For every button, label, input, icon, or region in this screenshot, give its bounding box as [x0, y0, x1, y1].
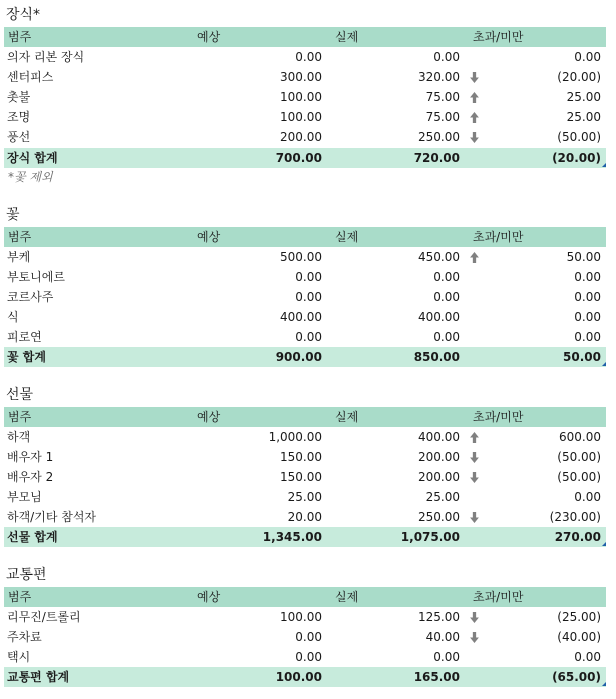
header-actual: 실제	[335, 410, 359, 424]
category-cell[interactable]: 부케	[7, 250, 31, 264]
header-variance: 초과/미만	[473, 590, 524, 604]
actual-cell[interactable]: 250.00	[418, 130, 460, 144]
category-cell[interactable]: 배우자 2	[7, 470, 54, 484]
budget-cell[interactable]: 20.00	[287, 510, 322, 524]
budget-cell[interactable]: 150.00	[280, 450, 322, 464]
budget-cell[interactable]: 100.00	[280, 90, 322, 104]
total-actual[interactable]: 165.00	[413, 670, 460, 684]
table-row[interactable]	[4, 607, 606, 627]
budget-cell[interactable]: 0.00	[295, 330, 322, 344]
category-cell[interactable]: 촛불	[7, 90, 31, 104]
variance-cell[interactable]: 50.00	[566, 250, 601, 264]
table-row[interactable]	[4, 447, 606, 467]
variance-cell[interactable]: (50.00)	[557, 470, 601, 484]
budget-cell[interactable]: 200.00	[280, 130, 322, 144]
category-cell[interactable]: 부모님	[7, 490, 42, 504]
arrow-up-icon	[469, 432, 480, 443]
table-row[interactable]	[4, 427, 606, 447]
actual-cell[interactable]: 200.00	[418, 470, 460, 484]
variance-cell[interactable]: (40.00)	[557, 630, 601, 644]
total-budget[interactable]: 700.00	[275, 151, 322, 165]
actual-cell[interactable]: 250.00	[418, 510, 460, 524]
arrow-down-icon	[469, 632, 480, 643]
budget-cell[interactable]: 0.00	[295, 650, 322, 664]
arrow-down-icon	[469, 472, 480, 483]
variance-cell[interactable]: 600.00	[559, 430, 601, 444]
header-budget: 예상	[197, 30, 221, 44]
section-title: 꽃	[6, 207, 20, 223]
variance-cell[interactable]: 0.00	[574, 290, 601, 304]
header-actual: 실제	[335, 590, 359, 604]
header-variance: 초과/미만	[473, 410, 524, 424]
table-row[interactable]	[4, 87, 606, 107]
arrow-down-icon	[469, 132, 480, 143]
total-actual[interactable]: 720.00	[413, 151, 460, 165]
budget-cell[interactable]: 400.00	[280, 310, 322, 324]
total-row[interactable]	[4, 667, 606, 687]
budget-cell[interactable]: 500.00	[280, 250, 322, 264]
cell-corner-marker	[602, 682, 606, 686]
actual-cell[interactable]: 75.00	[425, 90, 460, 104]
variance-cell[interactable]: 0.00	[574, 270, 601, 284]
cell-corner-marker	[602, 163, 606, 167]
budget-cell[interactable]: 25.00	[287, 490, 322, 504]
table-row[interactable]	[4, 647, 606, 667]
total-variance[interactable]: (65.00)	[552, 670, 601, 684]
actual-cell[interactable]: 0.00	[433, 50, 460, 64]
table-row[interactable]	[4, 127, 606, 147]
header-variance: 초과/미만	[473, 30, 524, 44]
budget-cell[interactable]: 300.00	[280, 70, 322, 84]
category-cell[interactable]: 리무진/트롤리	[7, 610, 81, 624]
budget-cell[interactable]: 100.00	[280, 610, 322, 624]
section-title: 교통편	[6, 567, 47, 583]
total-budget[interactable]: 1,345.00	[262, 530, 322, 544]
header-category: 범주	[8, 30, 32, 44]
total-variance[interactable]: 270.00	[554, 530, 601, 544]
variance-cell[interactable]: 25.00	[566, 90, 601, 104]
budget-cell[interactable]: 1,000.00	[268, 430, 322, 444]
actual-cell[interactable]: 450.00	[418, 250, 460, 264]
actual-cell[interactable]: 200.00	[418, 450, 460, 464]
category-cell[interactable]: 하객/기타 참석자	[7, 510, 97, 524]
category-cell[interactable]: 식	[7, 310, 19, 324]
actual-cell[interactable]: 125.00	[418, 610, 460, 624]
header-budget: 예상	[197, 410, 221, 424]
category-cell[interactable]: 센터피스	[7, 70, 54, 84]
table-row[interactable]	[4, 287, 606, 307]
total-variance[interactable]: 50.00	[563, 350, 601, 364]
actual-cell[interactable]: 0.00	[433, 290, 460, 304]
total-row[interactable]	[4, 527, 606, 547]
arrow-down-icon	[469, 612, 480, 623]
header-category: 범주	[8, 590, 32, 604]
variance-cell[interactable]: (50.00)	[557, 130, 601, 144]
actual-cell[interactable]: 0.00	[433, 330, 460, 344]
category-cell[interactable]: 배우자 1	[7, 450, 54, 464]
table-row[interactable]	[4, 247, 606, 267]
budget-cell[interactable]: 0.00	[295, 50, 322, 64]
total-label: 선물 합계	[7, 530, 58, 544]
table-row[interactable]	[4, 47, 606, 67]
table-row[interactable]	[4, 507, 606, 527]
total-label: 꽃 합계	[7, 350, 46, 364]
actual-cell[interactable]: 320.00	[418, 70, 460, 84]
table-row[interactable]	[4, 487, 606, 507]
arrow-up-icon	[469, 112, 480, 123]
section-title: 장식*	[6, 7, 41, 23]
table-row[interactable]	[4, 107, 606, 127]
total-budget[interactable]: 100.00	[275, 670, 322, 684]
actual-cell[interactable]: 0.00	[433, 270, 460, 284]
variance-cell[interactable]: (20.00)	[557, 70, 601, 84]
footnote: *꽃 제외	[8, 170, 53, 184]
total-variance[interactable]: (20.00)	[552, 151, 601, 165]
arrow-up-icon	[469, 92, 480, 103]
variance-cell[interactable]: (25.00)	[557, 610, 601, 624]
header-row	[4, 227, 606, 247]
arrow-up-icon	[469, 252, 480, 263]
actual-cell[interactable]: 25.00	[425, 490, 460, 504]
table-row[interactable]	[4, 627, 606, 647]
total-label: 장식 합계	[7, 151, 58, 165]
variance-cell[interactable]: (230.00)	[549, 510, 601, 524]
section-title: 선물	[6, 387, 34, 403]
category-cell[interactable]: 부토니에르	[7, 270, 65, 284]
actual-cell[interactable]: 400.00	[418, 430, 460, 444]
actual-cell[interactable]: 40.00	[425, 630, 460, 644]
header-row	[4, 587, 606, 607]
header-row	[4, 27, 606, 47]
actual-cell[interactable]: 400.00	[418, 310, 460, 324]
category-cell[interactable]: 코르사주	[7, 290, 54, 304]
header-category: 범주	[8, 410, 32, 424]
arrow-down-icon	[469, 452, 480, 463]
actual-cell[interactable]: 75.00	[425, 110, 460, 124]
total-budget[interactable]: 900.00	[275, 350, 322, 364]
variance-cell[interactable]: 25.00	[566, 110, 601, 124]
cell-corner-marker	[602, 362, 606, 366]
table-row[interactable]	[4, 67, 606, 87]
total-label: 교통편 합계	[7, 670, 70, 684]
category-cell[interactable]: 풍선	[7, 130, 31, 144]
table-row[interactable]	[4, 307, 606, 327]
budget-cell[interactable]: 100.00	[280, 110, 322, 124]
header-variance: 초과/미만	[473, 230, 524, 244]
category-cell[interactable]: 의자 리본 장식	[7, 50, 85, 64]
header-budget: 예상	[197, 590, 221, 604]
variance-cell[interactable]: 0.00	[574, 50, 601, 64]
table-row[interactable]	[4, 327, 606, 347]
total-row[interactable]	[4, 148, 606, 168]
budget-cell[interactable]: 0.00	[295, 290, 322, 304]
arrow-down-icon	[469, 72, 480, 83]
total-row[interactable]	[4, 347, 606, 367]
header-actual: 실제	[335, 230, 359, 244]
category-cell[interactable]: 하객	[7, 430, 31, 444]
arrow-down-icon	[469, 512, 480, 523]
category-cell[interactable]: 택시	[7, 650, 31, 664]
total-actual[interactable]: 850.00	[413, 350, 460, 364]
cell-corner-marker	[602, 542, 606, 546]
budget-cell[interactable]: 0.00	[295, 270, 322, 284]
category-cell[interactable]: 조명	[7, 110, 31, 124]
variance-cell[interactable]: 0.00	[574, 490, 601, 504]
budget-cell[interactable]: 150.00	[280, 470, 322, 484]
category-cell[interactable]: 피로연	[7, 330, 42, 344]
budget-cell[interactable]: 0.00	[295, 630, 322, 644]
actual-cell[interactable]: 0.00	[433, 650, 460, 664]
variance-cell[interactable]: (50.00)	[557, 450, 601, 464]
total-actual[interactable]: 1,075.00	[400, 530, 460, 544]
header-category: 범주	[8, 230, 32, 244]
variance-cell[interactable]: 0.00	[574, 330, 601, 344]
table-row[interactable]	[4, 267, 606, 287]
table-row[interactable]	[4, 467, 606, 487]
variance-cell[interactable]: 0.00	[574, 650, 601, 664]
variance-cell[interactable]: 0.00	[574, 310, 601, 324]
header-actual: 실제	[335, 30, 359, 44]
category-cell[interactable]: 주차료	[7, 630, 42, 644]
header-budget: 예상	[197, 230, 221, 244]
header-row	[4, 407, 606, 427]
